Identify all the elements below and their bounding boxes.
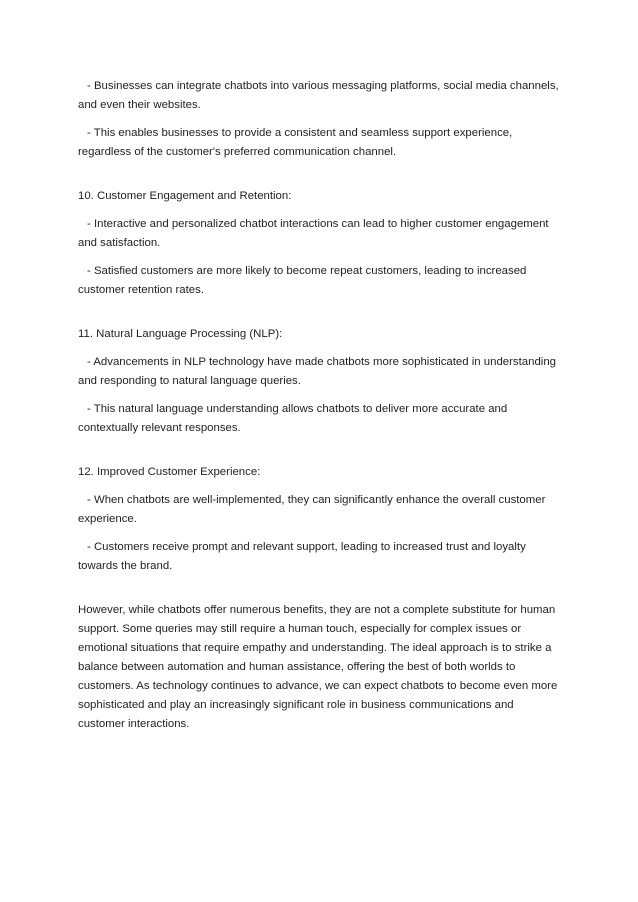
section-bullet: - Advancements in NLP technology have made chatbots more sophisticated in understanding and responding to natural language queries. bbox=[78, 356, 556, 387]
section-bullet: - This natural language understanding allows chatbots to deliver more accurate and contextually relevant responses. bbox=[78, 403, 508, 434]
section-bullet: - Satisfied customers are more likely to become repeat customers, leading to increased customer retention rates. bbox=[78, 265, 527, 296]
spacer bbox=[78, 585, 560, 601]
section-heading: 11. Natural Language Processing (NLP): bbox=[78, 328, 283, 340]
section-heading: 10. Customer Engagement and Retention: bbox=[78, 190, 292, 202]
section-bullet: - When chatbots are well-implemented, they can significantly enhance the overall customer experience. bbox=[78, 494, 546, 525]
section-nlp bbox=[78, 325, 560, 438]
section-heading: 12. Improved Customer Experience: bbox=[78, 466, 261, 478]
intro-bullet-integration: - Businesses can integrate chatbots into various messaging platforms, social media channels, and even their websites. bbox=[78, 80, 559, 111]
intro-bullet-consistency: - This enables businesses to provide a consistent and seamless support experience, regardless of the customer's preferred communication channel. bbox=[78, 127, 513, 158]
section-customer-engagement bbox=[78, 187, 560, 300]
closing-paragraph: However, while chatbots offer numerous benefits, they are not a complete substitute for human support. Some queries may still require a human touch, especially for complex issues or emotional situations that require empathy and understanding. The ideal approach is to strike a balance between automation and human assistance, offering the best of both worlds to customers. As technology continues to advance, we can expect chatbots to become even more sophisticated and play an increasingly significant role in business communications and customer interactions. bbox=[78, 604, 558, 730]
spacer bbox=[78, 171, 560, 187]
section-bullet: - Interactive and personalized chatbot interactions can lead to higher customer engagement and satisfaction. bbox=[78, 218, 549, 249]
section-bullet: - Customers receive prompt and relevant support, leading to increased trust and loyalty towards the brand. bbox=[78, 541, 526, 572]
spacer bbox=[78, 309, 560, 325]
spacer bbox=[78, 447, 560, 463]
section-customer-experience bbox=[78, 463, 560, 576]
